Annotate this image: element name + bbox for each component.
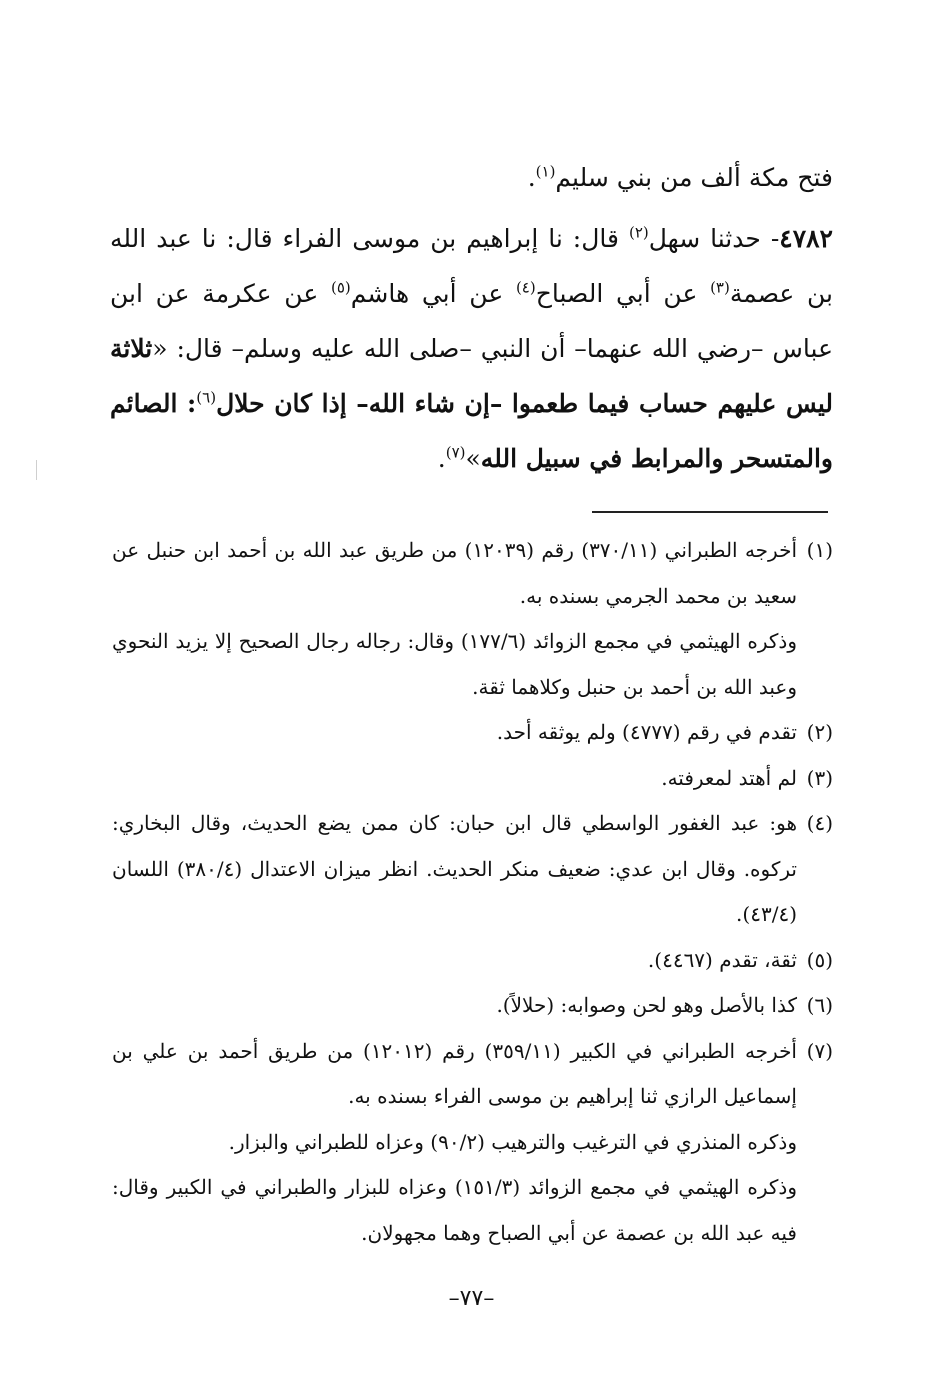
- hadith-number: ٤٧٨٢: [779, 224, 833, 253]
- matn-part-2: : الصائم والمتسحر والمرابط في سبيل الله: [110, 389, 833, 473]
- footnote-ref-5: (٥): [330, 278, 351, 297]
- footnote-text: ثقة، تقدم (٤٤٦٧).: [647, 947, 797, 972]
- footnote-label: (٢): [806, 720, 833, 744]
- opening-end: .: [527, 163, 536, 192]
- quote-close: »: [465, 444, 481, 473]
- chain-part-5: عن عكرمة عن ابن عباس –رضي الله عنهما– أن النبي –صلى الله عليه وسلم– قال:: [110, 279, 834, 363]
- footnote-label: (٥): [806, 947, 833, 972]
- opening-text: فتح مكة ألف من بني سليم: [555, 163, 833, 192]
- footnote-text: تقدم في رقم (٤٧٧٧) ولم يوثقه أحد.: [496, 720, 797, 744]
- footnote-text: أخرجه الطبراني في الكبير (٣٥٩/١١) رقم (١٢٠١٢) من طريق أحمد بن علي بن إسماعيل الرازي ثنا إبراهيم بن موسى الفراء بسنده به.: [112, 1038, 797, 1108]
- footnote-1: [112, 528, 833, 619]
- footnote-2: [112, 710, 833, 756]
- footnote-text: وذكره الهيثمي في مجمع الزوائد (١٧٧/٦) وقال: رجاله رجال الصحيح إلا يزيد النحوي وعبد الله بن أحمد بن حنبل وكلاهما ثقة.: [112, 629, 797, 699]
- footnote-label: (٦): [806, 993, 833, 1017]
- margin-mark: [36, 460, 37, 480]
- footnote-5: [112, 938, 833, 984]
- footnotes: [112, 528, 833, 1256]
- quote-open: «: [152, 334, 168, 363]
- footnote-label: (٣): [806, 765, 833, 790]
- footnote-3: [112, 756, 833, 802]
- matn-part-1: ثلاثة ليس عليهم حساب فيما طعموا –إن شاء الله– إذا كان حلال: [110, 334, 833, 418]
- footnote-label: (١): [806, 538, 833, 562]
- footnote-7-continued-1: [112, 1120, 833, 1166]
- chain-part-4: عن أبي هاشم: [350, 279, 516, 308]
- footnote-1-continued: [112, 619, 833, 710]
- footnote-text: لم أهتد لمعرفته.: [661, 765, 797, 790]
- hadith-paragraph: [110, 211, 833, 486]
- footnote-4: [112, 801, 833, 938]
- chain-part-2: قال: نا إبراهيم بن موسى الفراء قال: نا عبد الله بن عصمة: [110, 224, 833, 308]
- footnote-ref-3: (٣): [710, 278, 730, 297]
- footnote-text: كذا بالأصل وهو لحن وصوابه: (حلالاً).: [496, 993, 797, 1017]
- footnote-text: هو: عبد الغفور الواسطي قال ابن حبان: كان ممن يضع الحديث، وقال البخاري: تركوه. وقال ابن عدي: ضعيف منكر الحديث. انظر ميزان الاعتدال (٣٨٠/٤) اللسان (٤٣/٤).: [112, 811, 797, 926]
- chain-part-3: عن أبي الصباح: [535, 279, 711, 308]
- footnote-6: [112, 983, 833, 1029]
- footnote-ref-1: (١): [535, 162, 556, 181]
- chain-part-1: حدثنا سهل: [648, 224, 761, 253]
- page-number: –٧٧–: [448, 1286, 495, 1311]
- footnote-7-continued-2: [112, 1165, 833, 1256]
- footnote-separator: [592, 511, 828, 513]
- body-end: .: [437, 444, 446, 473]
- footnote-label: (٧): [806, 1038, 833, 1063]
- footnote-ref-4: (٤): [515, 278, 536, 297]
- main-text: [110, 150, 833, 486]
- footnote-text: أخرجه الطبراني (٣٧٠/١١) رقم (١٢٠٣٩) من طريق عبد الله بن أحمد ابن حنبل عن سعيد بن محمد الجرمي بسنده به.: [112, 538, 797, 608]
- hadith-dash: -: [760, 224, 780, 253]
- footnote-text: وذكره المنذري في الترغيب والترهيب (٩٠/٢) وعزاه للطبراني والبزار.: [228, 1129, 797, 1154]
- footnote-ref-7: (٧): [445, 443, 466, 462]
- footnote-text: وذكره الهيثمي في مجمع الزوائد (١٥١/٣) وعزاه للبزار والطبراني في الكبير وقال: فيه عبد الله بن عصمة عن أبي الصباح وهما مجهولان.: [112, 1175, 797, 1245]
- footnote-ref-6: (٦): [196, 388, 217, 407]
- footnote-ref-2: (٢): [628, 223, 649, 242]
- footnote-label: (٤): [806, 811, 833, 835]
- footnote-7: [112, 1029, 833, 1120]
- opening-line: [110, 150, 833, 205]
